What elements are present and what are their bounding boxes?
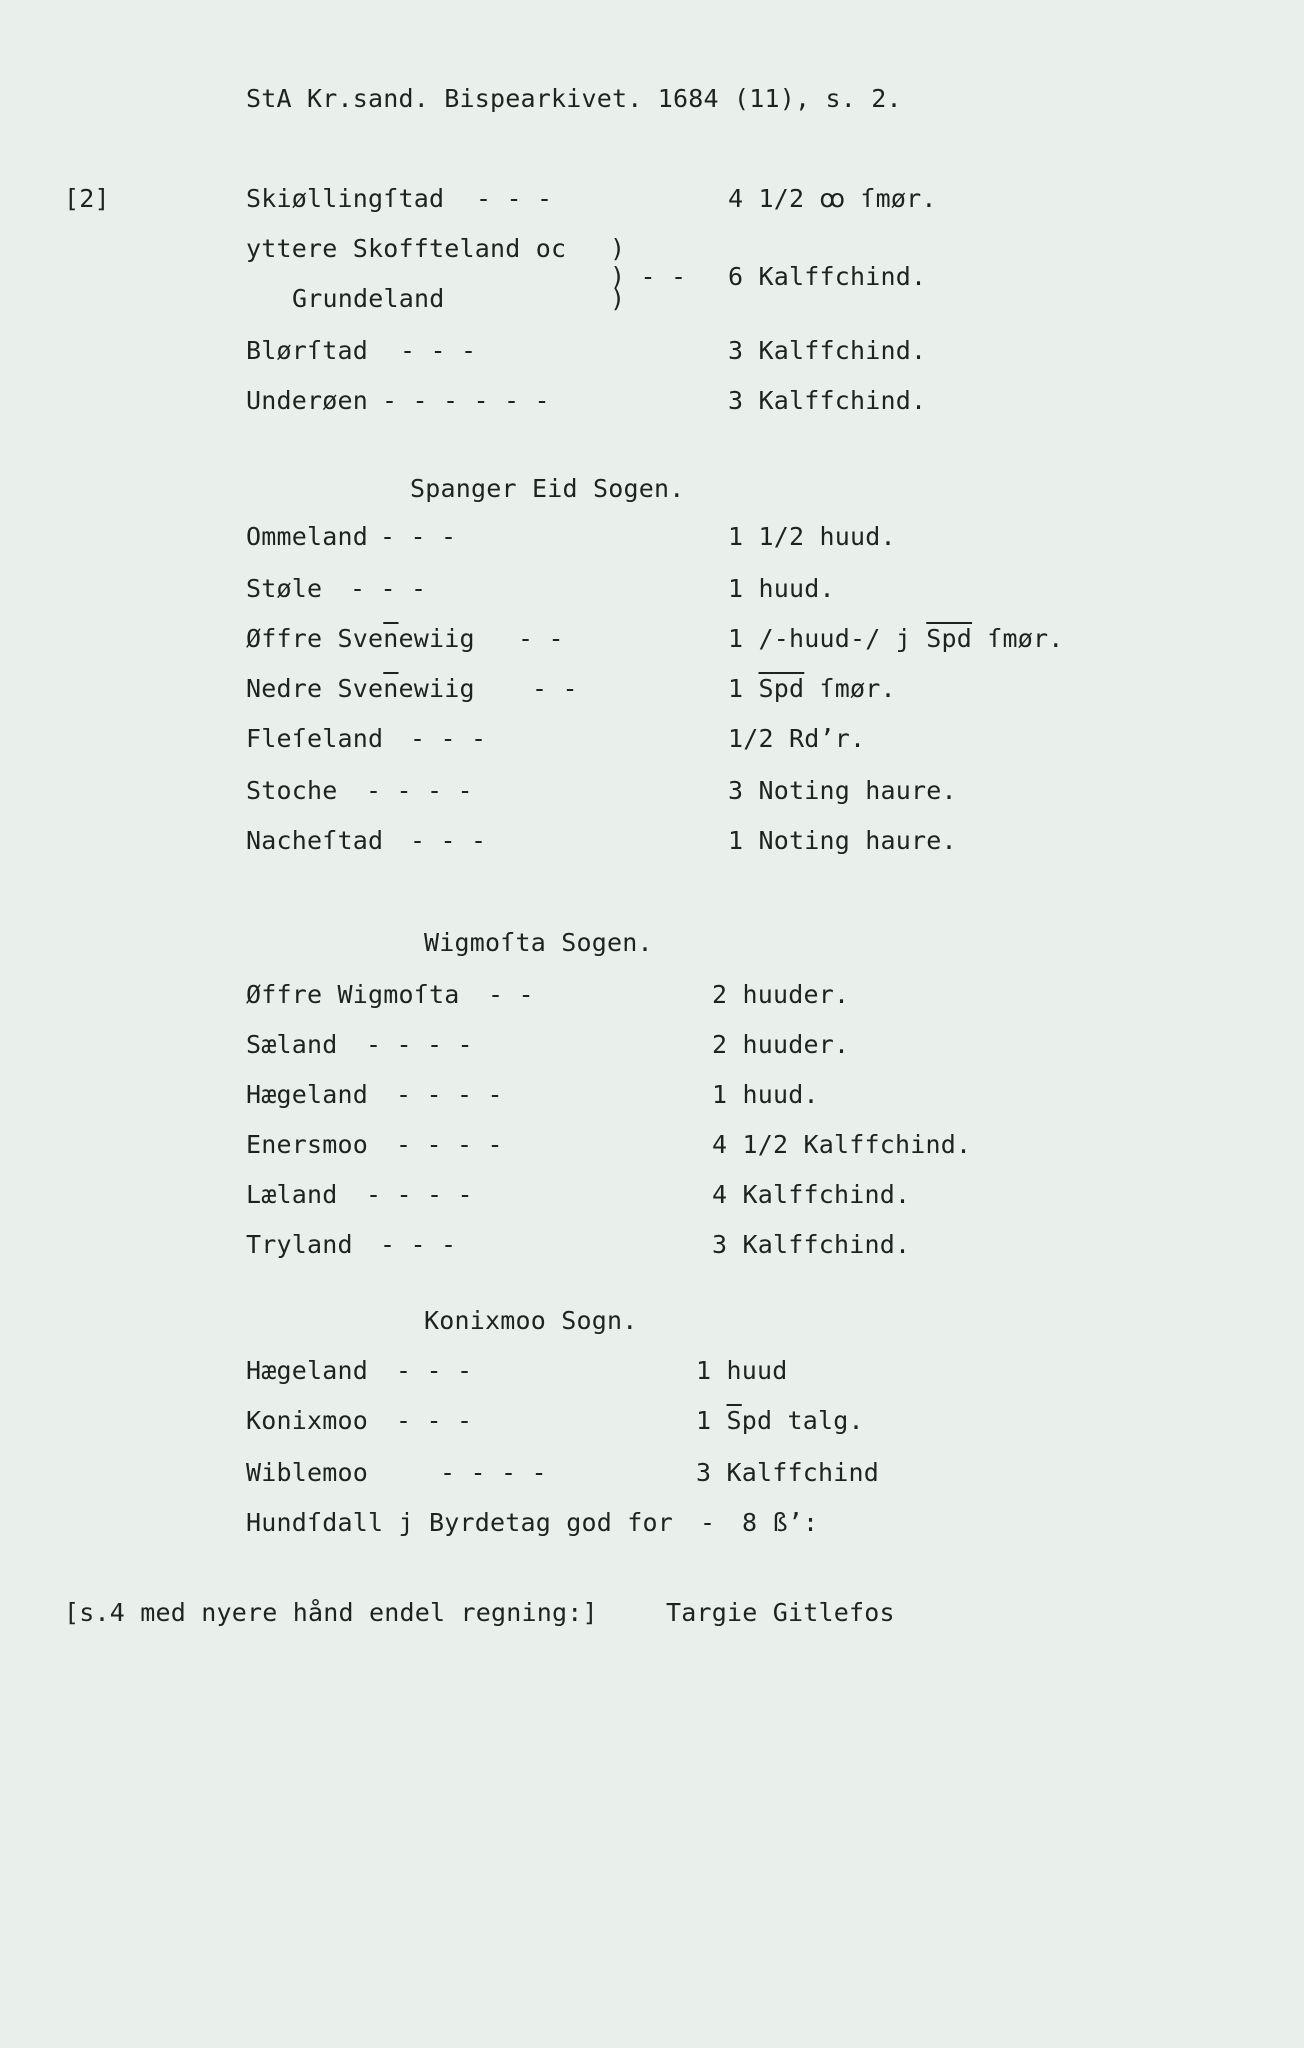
entry-dashes: - - - - - -	[382, 386, 550, 415]
bracket-glyph: )	[610, 284, 626, 313]
name-part-overlined: $\overline{n}$	[383, 674, 399, 703]
entry-dashes: - - -	[396, 1356, 473, 1385]
value-part: 1	[728, 674, 759, 703]
entry-dashes: - - - -	[366, 1030, 473, 1059]
entry-value: 3 Kalffchind.	[712, 1230, 911, 1259]
entry-name: Øffre Wigmoſta	[246, 980, 460, 1009]
name-part-overlined: $\overline{n}$	[383, 624, 399, 653]
entry-name: Hundſdall j Byrdetag god for	[246, 1508, 674, 1537]
value-part: 1 /-huud-/ j	[728, 624, 927, 653]
entry-value: 1/2 Rd’r.	[728, 724, 866, 753]
value-part-overlined: $\overline{S}$	[726, 1406, 742, 1435]
entry-name: Underøen	[246, 386, 369, 415]
entry-dashes: - -	[488, 980, 534, 1009]
entry-dashes: -	[700, 1508, 716, 1537]
entry-value	[696, 1406, 864, 1436]
entry-name: Grundeland	[292, 284, 445, 313]
bracket-glyph: ) - -	[610, 262, 687, 291]
entry-name: Nacheſtad	[246, 826, 384, 855]
entry-value: 6 Kalffchind.	[728, 262, 927, 291]
entry-name: Blørſtad	[246, 336, 369, 365]
name-part: Nedre Sve	[246, 674, 384, 703]
entry-dashes: - - -	[380, 1230, 457, 1259]
value-part: 1	[696, 1406, 727, 1435]
entry-dashes: - - -	[400, 336, 477, 365]
entry-value: 1 Noting haure.	[728, 826, 957, 855]
entry-name: Skiøllingſtad	[246, 184, 445, 213]
signature: Targie Gitlefos	[666, 1598, 895, 1627]
entry-value: 2 huuder.	[712, 980, 850, 1009]
entry-name: Konixmoo	[246, 1406, 369, 1435]
entry-name: Hægeland	[246, 1356, 369, 1385]
entry-name	[246, 624, 475, 654]
entry-name	[246, 674, 475, 704]
entry-value: 3 Noting haure.	[728, 776, 957, 805]
entry-dashes: - - - -	[366, 776, 473, 805]
entry-dashes: - - -	[410, 724, 487, 753]
value-part: ſmør.	[972, 624, 1064, 653]
entry-value: 1 huud	[696, 1356, 788, 1385]
entry-value: 1 huud.	[728, 574, 835, 603]
entry-name: Ommeland	[246, 522, 369, 551]
entry-value: 3 Kalffchind.	[728, 336, 927, 365]
entry-value: 1 1/2 huud.	[728, 522, 896, 551]
section-title: Konixmoo Sogn.	[424, 1306, 638, 1335]
entry-dashes: - -	[518, 624, 564, 653]
entry-name: Sæland	[246, 1030, 338, 1059]
entry-name: Enersmoo	[246, 1130, 369, 1159]
bracket-glyph: )	[610, 234, 626, 263]
entry-dashes: - - - -	[366, 1180, 473, 1209]
entry-name: Støle	[246, 574, 323, 603]
entry-value: 3 Kalffchind.	[728, 386, 927, 415]
section-title: Spanger Eid Sogen.	[410, 474, 685, 503]
name-part: Øffre Sve	[246, 624, 384, 653]
value-part: pd talg.	[741, 1406, 864, 1435]
name-part: ewiig	[398, 674, 475, 703]
entry-value: 4 1/2 ꝏ ſmør.	[728, 184, 937, 213]
entry-dashes: - - -	[396, 1406, 473, 1435]
entry-dashes: - -	[532, 674, 578, 703]
footer-note: [s.4 med nyere hånd endel regning:]	[64, 1598, 598, 1627]
entry-dashes: - - -	[380, 522, 457, 551]
page-marker: [2]	[64, 184, 110, 213]
entry-value: 4 1/2 Kalffchind.	[712, 1130, 972, 1159]
entry-dashes: - - - -	[396, 1130, 503, 1159]
value-part-overlined: $\overline{Spd}$	[926, 624, 973, 653]
entry-name: Wiblemoo	[246, 1458, 369, 1487]
entry-value: 8 ß’:	[742, 1508, 819, 1537]
entry-dashes: - - -	[476, 184, 553, 213]
section-title: Wigmoſta Sogen.	[424, 928, 653, 957]
entry-name: Hægeland	[246, 1080, 369, 1109]
entry-name: Stoche	[246, 776, 338, 805]
entry-value	[728, 674, 896, 704]
entry-value	[728, 624, 1064, 654]
name-part: ewiig	[398, 624, 475, 653]
entry-name: Fleſeland	[246, 724, 384, 753]
entry-dashes: - - -	[350, 574, 427, 603]
entry-value: 3 Kalffchind	[696, 1458, 880, 1487]
entry-value: 4 Kalffchind.	[712, 1180, 911, 1209]
entry-dashes: - - -	[410, 826, 487, 855]
entry-value: 2 huuder.	[712, 1030, 850, 1059]
entry-dashes: - - - -	[440, 1458, 547, 1487]
entry-name: Tryland	[246, 1230, 353, 1259]
archive-header: StA Kr.sand. Bispearkivet. 1684 (11), s. 2.	[246, 84, 902, 113]
entry-value: 1 huud.	[712, 1080, 819, 1109]
entry-name: yttere Skoffteland oc	[246, 234, 567, 263]
value-part: ſmør.	[804, 674, 896, 703]
entry-dashes: - - - -	[396, 1080, 503, 1109]
entry-name: Læland	[246, 1180, 338, 1209]
value-part-overlined: $\overline{Spd}$	[758, 674, 805, 703]
